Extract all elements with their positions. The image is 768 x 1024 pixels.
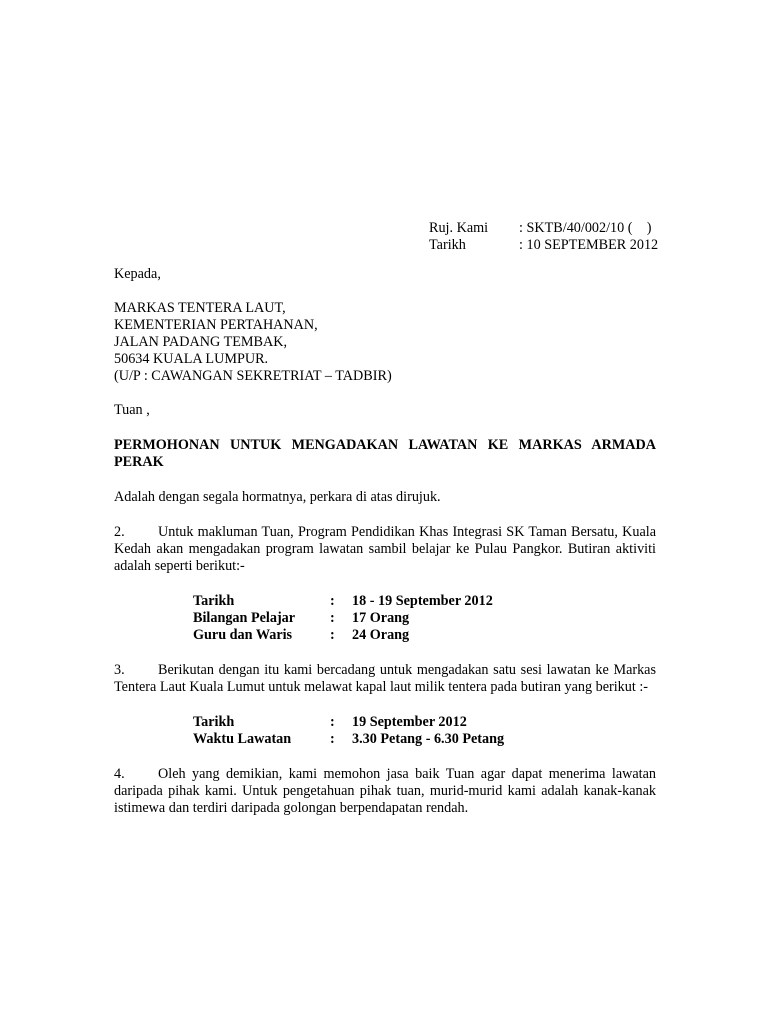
address-line: (U/P : CAWANGAN SEKRETRIAT – TADBIR) [114,368,392,384]
date-value: : 10 SEPTEMBER 2012 [519,237,659,253]
detail-label: Waktu Lawatan [193,731,292,747]
opening-paragraph: Adalah dengan segala hormatnya, perkara di atas dirujuk. [114,489,441,505]
paragraph-text: Oleh yang demikian, kami memohon jasa baik Tuan agar dapat menerima lawatan daripada pihak kami. Untuk pengetahuan pihak tuan, murid-murid kami adalah kanak-kanak istimewa dan terdiri daripada golongan berpendapatan rendah. [114,766,656,816]
detail-row [193,714,656,731]
detail-label: Tarikh [193,714,235,730]
detail-colon: : [330,627,335,643]
paragraph-3 [114,662,656,696]
detail-row [193,627,656,644]
recipient-address [114,300,656,385]
detail-row [193,610,656,627]
paragraph-text: Untuk makluman Tuan, Program Pendidikan Khas Integrasi SK Taman Bersatu, Kuala Kedah akan mengadakan program lawatan sambil belajar ke Pulau Pangkor. Butiran aktiviti adalah seperti berikut:- [114,524,656,574]
detail-colon: : [330,731,335,747]
detail-colon: : [330,610,335,626]
address-line: MARKAS TENTERA LAUT, [114,300,286,316]
detail-value: 18 - 19 September 2012 [352,593,493,609]
detail-value: 3.30 Petang - 6.30 Petang [352,731,505,747]
paragraph-text: Berikutan dengan itu kami bercadang untuk mengadakan satu sesi lawatan ke Markas Tentera Laut Kuala Lumut untuk melawat kapal laut milik tentera pada butiran yang berikut :- [114,662,656,695]
paragraph-number: 2. [114,524,125,540]
detail-value: 24 Orang [352,627,410,643]
paragraph-2 [114,524,656,575]
address-line: JALAN PADANG TEMBAK, [114,334,288,350]
detail-row [193,593,656,610]
recipient-salutation: Kepada, [114,266,161,282]
greeting: Tuan , [114,402,150,418]
visit-details [193,714,656,748]
activity-details [193,593,656,644]
detail-colon: : [330,593,335,609]
reference-value: : SKTB/40/002/10 ( ) [519,220,652,236]
detail-label: Tarikh [193,593,235,609]
reference-block [429,220,658,254]
date-label: Tarikh [429,237,466,253]
subject-heading: PERMOHONAN UNTUK MENGADAKAN LAWATAN KE MARKAS ARMADA PERAK [114,437,656,470]
reference-row [429,220,658,237]
detail-label: Guru dan Waris [193,627,293,643]
reference-label: Ruj. Kami [429,220,489,236]
detail-colon: : [330,714,335,730]
paragraph-4 [114,766,656,817]
letter-body [114,266,656,817]
address-line: KEMENTERIAN PERTAHANAN, [114,317,318,333]
detail-row [193,731,656,748]
detail-value: 17 Orang [352,610,410,626]
detail-label: Bilangan Pelajar [193,610,296,626]
date-row [429,237,658,254]
address-line: 50634 KUALA LUMPUR. [114,351,269,367]
paragraph-number: 4. [114,766,125,782]
detail-value: 19 September 2012 [352,714,467,730]
paragraph-number: 3. [114,662,125,678]
